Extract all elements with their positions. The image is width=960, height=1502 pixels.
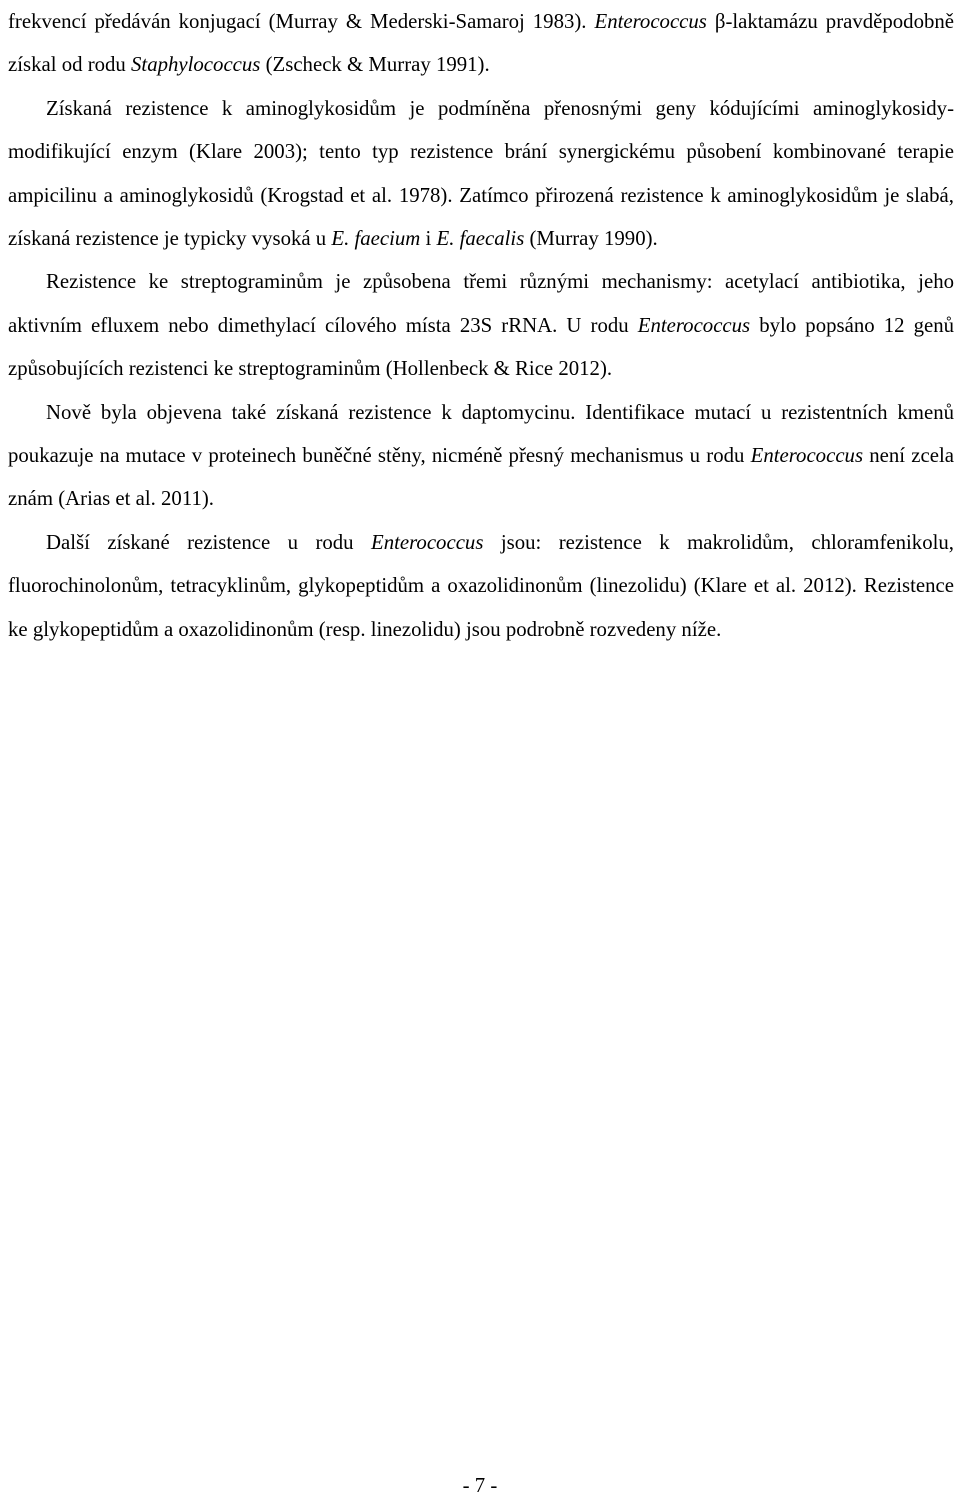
- species-name: Enterococcus: [637, 313, 751, 337]
- species-name: Enterococcus: [371, 530, 484, 554]
- paragraph: [8, 0, 954, 87]
- text-run: Rezistence ke streptograminům je způsobena třemi různými mechanismy: acetylací antibiotika, jeho aktivním efluxem nebo dimethylací cílového místa 23S rRNA. U rodu: [8, 270, 954, 337]
- text-run: bylo popsáno 12 genů způsobujících rezistenci ke streptograminům (Hollenbeck & Rice 2012).: [8, 313, 955, 381]
- paragraph: [8, 87, 954, 261]
- text-run: Další získané rezistence u rodu: [46, 530, 371, 554]
- page-number: - 7 -: [462, 1474, 498, 1497]
- text-run: i: [420, 227, 437, 251]
- species-name: E. faecium: [331, 227, 421, 251]
- text-run: Nově byla objevena také získaná rezistence k daptomycinu. Identifikace mutací u rezistentních kmenů poukazuje na mutace v proteinech buněčné stěny, nicméně přesný mechanismus u rodu: [8, 400, 954, 468]
- paragraph: [8, 260, 954, 390]
- text-run: jsou: rezistence k makrolidům, chloramfenikolu, fluorochinolonům, tetracyklinům, glykopeptidům a oxazolidinonům (linezolidu) (Klare et al. 2012). Rezistence ke glykopeptidům a oxazolidinonům (resp. linezolidu) jsou podrobně rozvedeny níže.: [8, 530, 954, 641]
- text-run: β-laktamázu pravděpodobně získal od rodu: [8, 10, 955, 77]
- species-name: Staphylococcus: [131, 53, 261, 77]
- paragraph: [8, 521, 954, 651]
- paragraph: [8, 391, 954, 521]
- body-text: [8, 0, 954, 651]
- text-run: Získaná rezistence k aminoglykosidům je podmíněna přenosnými geny kódujícími aminoglykosidy-modifikující enzym (Klare 2003); tento typ rezistence brání synergickému působení kombinované terapie ampicilinu a aminoglykosidů (Krogstad et al. 1978). Zatímco přirozená rezistence k aminoglykosidům je slabá, získaná rezistence je typicky vysoká u: [8, 96, 954, 251]
- text-run: (Zscheck & Murray 1991).: [260, 53, 490, 77]
- species-name: E. faecalis: [436, 227, 525, 251]
- text-run: (Murray 1990).: [524, 227, 658, 251]
- species-name: Enterococcus: [594, 10, 707, 33]
- species-name: Enterococcus: [750, 444, 864, 468]
- text-run: není zcela znám (Arias et al. 2011).: [8, 444, 954, 511]
- text-run: frekvencí předáván konjugací (Murray & Mederski-Samaroj 1983).: [8, 10, 595, 33]
